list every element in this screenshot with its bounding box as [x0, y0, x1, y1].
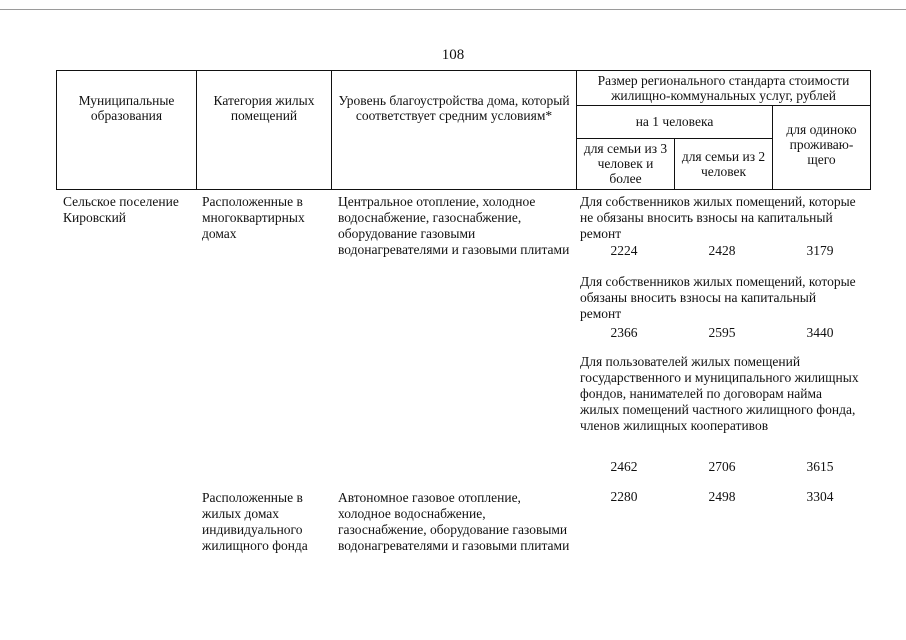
header-municipality: Муниципальные образования: [57, 71, 197, 190]
value-g1-family3: 2224: [610, 243, 638, 258]
value-g2-family3: 2366: [610, 325, 638, 340]
value-g3-family3: 2462: [610, 459, 638, 474]
header-standard: Размер регионального стандарта стоимости жилищно-коммунальных услуг, рублей: [577, 71, 871, 106]
header-per-person: на 1 человека: [577, 106, 773, 139]
value-g2-single: 3440: [806, 325, 834, 340]
header-level: Уровень благоустройства дома, который соответствует средним условиям*: [332, 71, 577, 190]
header-family-3: для семьи из 3 человек и более: [577, 139, 675, 190]
value-g3-single: 3615: [806, 459, 834, 474]
level-apartment: Центральное отопление, холодное водоснабжение, газоснабжение, оборудование газовыми водонагревателями и газовыми плитами: [338, 194, 570, 257]
value-g3-family2: 2706: [708, 459, 736, 474]
page-number: 108: [441, 47, 465, 63]
top-rule: [0, 9, 906, 10]
header-single: для одиноко проживаю-щего: [773, 106, 871, 190]
header-family-2: для семьи из 2 человек: [675, 139, 773, 190]
value-ind-single: 3304: [806, 489, 834, 504]
category-apartment: Расположенные в многоквартирных домах: [202, 194, 305, 241]
municipality-name: Сельское поселение Кировский: [63, 194, 179, 225]
category-individual: Расположенные в жилых домах индивидуального жилищного фонда: [202, 490, 308, 553]
value-g1-family2: 2428: [708, 243, 736, 258]
group-desc-1: Для собственников жилых помещений, которые не обязаны вносить взносы на капитальный ремонт: [580, 194, 856, 241]
group-desc-2: Для собственников жилых помещений, которые обязаны вносить взносы на капитальный ремонт: [580, 274, 856, 321]
value-ind-family3: 2280: [610, 489, 638, 504]
group-desc-3: Для пользователей жилых помещений государственного и муниципального жилищных фондов, нанимателей по договорам найма жилых помещений частного жилищного фонда, членов жилищных кооперативов: [580, 354, 859, 433]
value-g1-single: 3179: [806, 243, 834, 258]
value-ind-family2: 2498: [708, 489, 736, 504]
header-category: Категория жилых помещений: [197, 71, 332, 190]
value-g2-family2: 2595: [708, 325, 736, 340]
rates-table-header: [56, 70, 871, 190]
level-individual: Автономное газовое отопление, холодное водоснабжение, газоснабжение, оборудование газовыми водонагревателями и газовыми плитами: [338, 490, 570, 553]
